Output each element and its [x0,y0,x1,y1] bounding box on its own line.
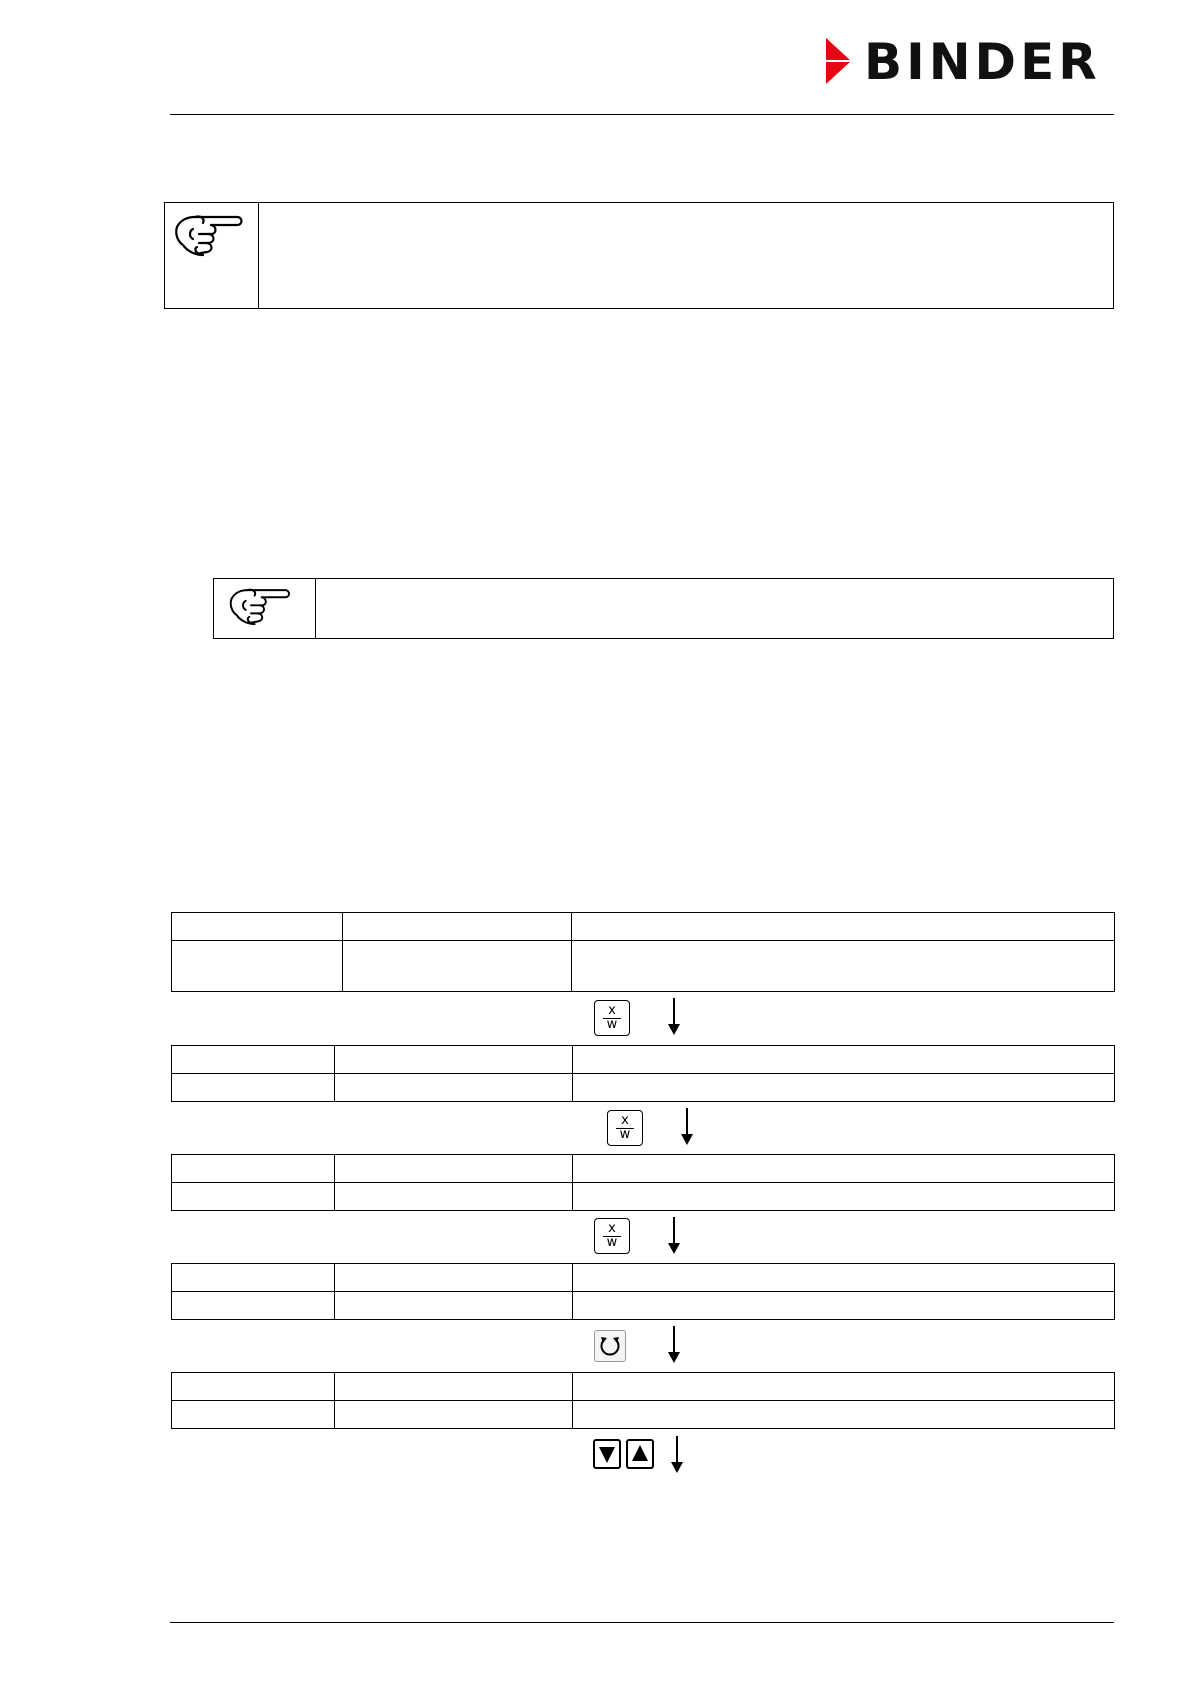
display-table-1 [171,912,1115,992]
table-row [172,913,1115,941]
pointing-hand-icon [171,209,247,265]
table-row [172,1401,1115,1429]
table-row [172,1046,1115,1074]
binder-logo [824,33,1114,91]
display-table-4 [171,1263,1115,1320]
display-table-5 [171,1372,1115,1429]
xw-key-icon: x w [594,1218,630,1254]
down-up-arrow-keys-icon [593,1439,657,1469]
table-row [172,941,1115,992]
up-arrow-key-icon [626,1439,654,1469]
table-row [172,1183,1115,1211]
brand-arrow-icon [824,38,854,86]
program-cycle-key-icon [594,1330,626,1362]
table-row [172,1264,1115,1292]
xw-key-icon: x w [607,1110,643,1146]
table-row [172,1074,1115,1102]
display-table-3 [171,1154,1115,1211]
arrow-down-icon [667,1326,681,1364]
note-icon-cell [165,203,259,308]
xw-key-icon: x w [594,1000,630,1036]
header-rule [170,114,1114,115]
arrow-down-icon [680,1108,694,1146]
arrow-down-icon [667,1217,681,1255]
arrow-down-icon [670,1436,684,1474]
arrow-down-icon [667,998,681,1036]
note-icon-cell [214,579,316,638]
footer-rule [170,1622,1114,1623]
note-box-1 [164,202,1114,309]
table-row [172,1155,1115,1183]
brand-name: BINDER [864,33,1101,91]
table-row [172,1373,1115,1401]
note-box-2 [213,578,1114,639]
down-arrow-key-icon [593,1439,621,1469]
pointing-hand-icon [222,583,298,633]
display-table-2 [171,1045,1115,1102]
table-row [172,1292,1115,1320]
